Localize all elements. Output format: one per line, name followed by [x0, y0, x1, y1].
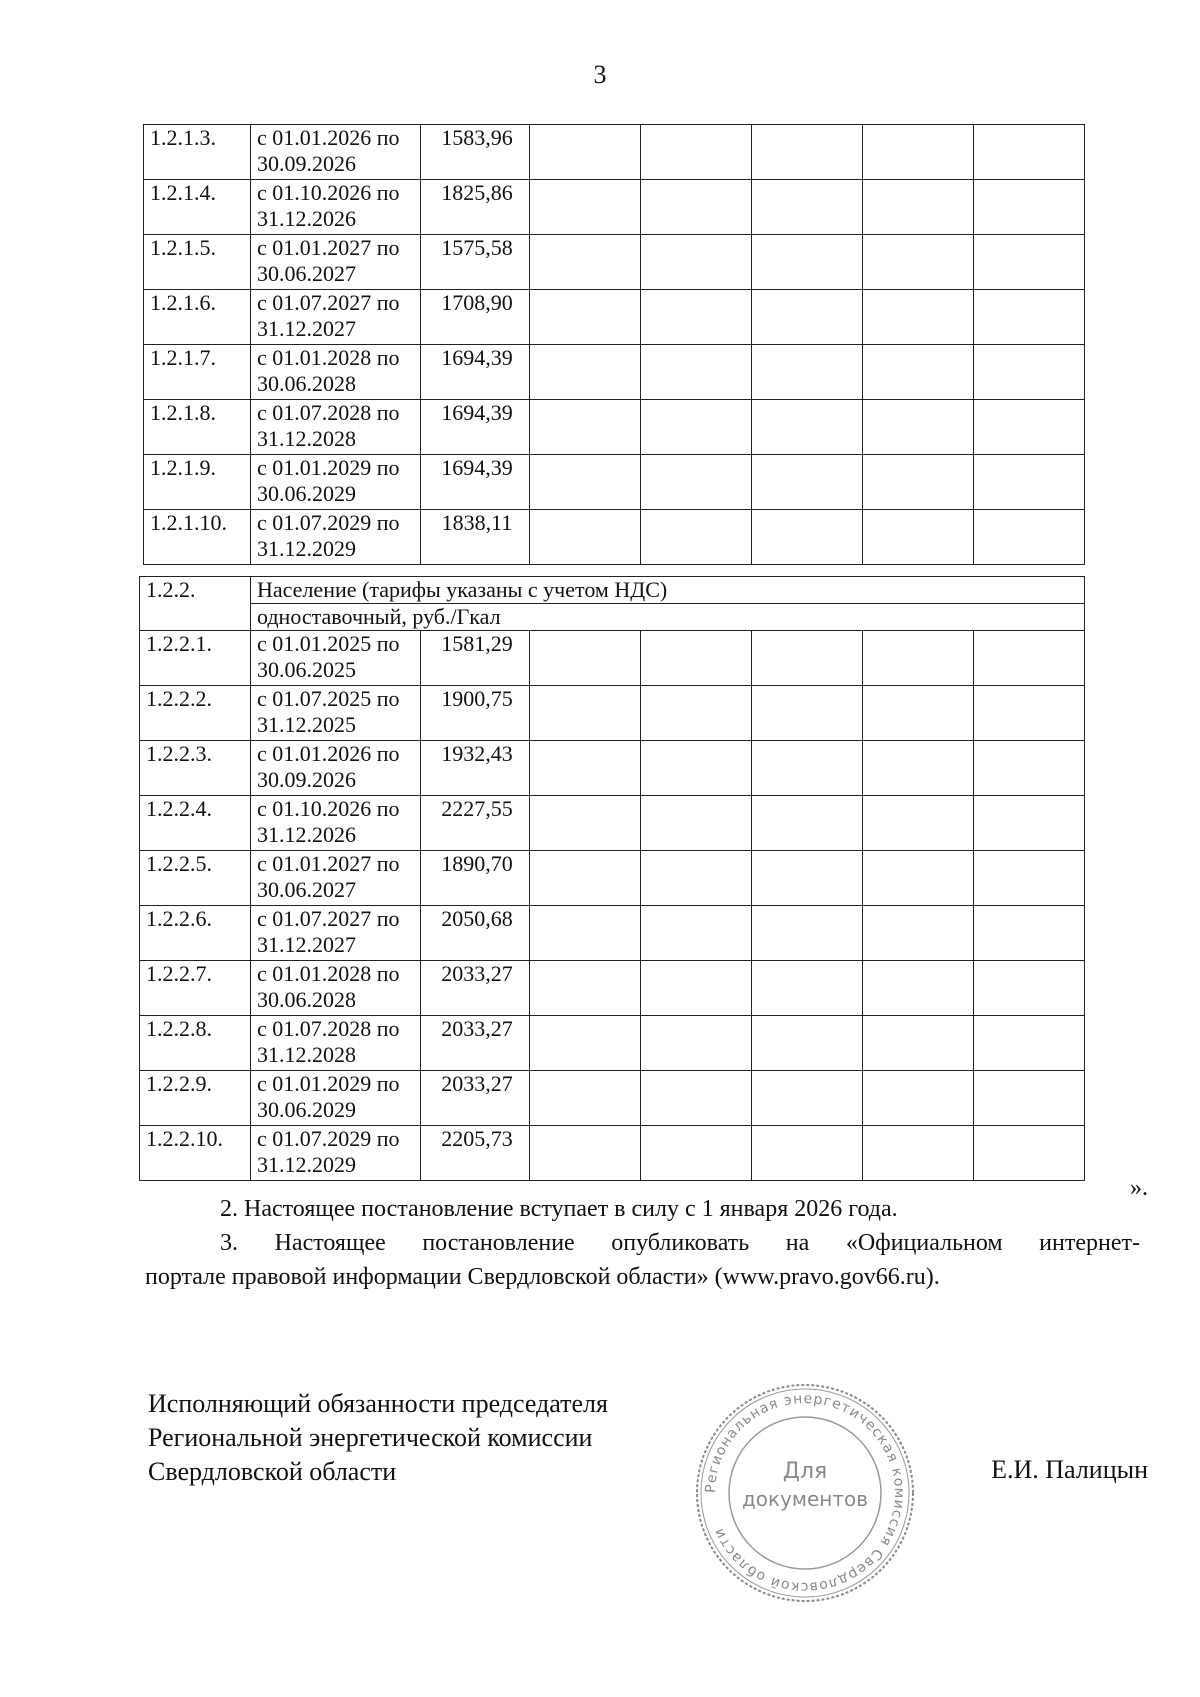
- row-value: 1575,58: [421, 235, 530, 290]
- row-period: [251, 686, 421, 741]
- empty-cell: [974, 851, 1085, 906]
- row-period-start: с 01.01.2025 по: [257, 631, 400, 656]
- table-row: [140, 741, 1085, 796]
- row-period-start: с 01.10.2026 по: [257, 796, 400, 821]
- empty-cell: [530, 796, 641, 851]
- row-value: 1694,39: [421, 455, 530, 510]
- row-period-start: с 01.01.2028 по: [257, 345, 400, 370]
- row-period-end: 30.06.2029: [257, 1097, 356, 1122]
- empty-cell: [530, 125, 641, 180]
- empty-cell: [641, 235, 752, 290]
- row-period: [251, 235, 421, 290]
- empty-cell: [752, 235, 863, 290]
- row-period: [251, 125, 421, 180]
- empty-cell: [974, 1126, 1085, 1181]
- table-row: [140, 851, 1085, 906]
- row-period-start: с 01.10.2026 по: [257, 180, 400, 205]
- empty-cell: [530, 686, 641, 741]
- empty-cell: [530, 510, 641, 565]
- table-row: [144, 510, 1085, 565]
- row-period-start: с 01.07.2028 по: [257, 400, 400, 425]
- empty-cell: [863, 1071, 974, 1126]
- empty-cell: [863, 400, 974, 455]
- row-period-start: с 01.01.2026 по: [257, 741, 400, 766]
- row-number: 1.2.1.4.: [144, 180, 251, 235]
- row-value: 2227,55: [421, 796, 530, 851]
- paragraph-3-line-1: 3. Настоящее постановление опубликовать на «Официальном интернет-: [220, 1230, 1140, 1256]
- row-value: 2050,68: [421, 906, 530, 961]
- empty-cell: [974, 631, 1085, 686]
- empty-cell: [530, 290, 641, 345]
- signer-position-line-3: Свердловской области: [148, 1457, 397, 1486]
- row-period: [251, 510, 421, 565]
- row-period: [251, 961, 421, 1016]
- empty-cell: [863, 1016, 974, 1071]
- section-header-row: [140, 577, 1085, 604]
- empty-cell: [641, 400, 752, 455]
- row-period: [251, 631, 421, 686]
- svg-text:Для: Для: [782, 1459, 828, 1484]
- section-number: 1.2.2.: [140, 577, 251, 631]
- empty-cell: [863, 455, 974, 510]
- empty-cell: [863, 686, 974, 741]
- row-period-start: с 01.07.2025 по: [257, 686, 400, 711]
- empty-cell: [641, 961, 752, 1016]
- empty-cell: [974, 796, 1085, 851]
- empty-cell: [752, 125, 863, 180]
- row-period-start: с 01.01.2027 по: [257, 851, 400, 876]
- row-period: [251, 796, 421, 851]
- empty-cell: [641, 290, 752, 345]
- empty-cell: [530, 1126, 641, 1181]
- signer-name: Е.И. Палицын: [991, 1455, 1148, 1484]
- row-number: 1.2.2.9.: [140, 1071, 251, 1126]
- empty-cell: [974, 455, 1085, 510]
- empty-cell: [863, 290, 974, 345]
- empty-cell: [641, 125, 752, 180]
- stamp-seal-icon: [690, 1378, 920, 1608]
- empty-cell: [863, 796, 974, 851]
- row-period: [251, 1071, 421, 1126]
- empty-cell: [641, 906, 752, 961]
- row-value: 1583,96: [421, 125, 530, 180]
- empty-cell: [530, 1016, 641, 1071]
- empty-cell: [974, 961, 1085, 1016]
- row-value: 1890,70: [421, 851, 530, 906]
- row-value: 1932,43: [421, 741, 530, 796]
- empty-cell: [530, 345, 641, 400]
- table-row: [140, 1071, 1085, 1126]
- official-stamp: [690, 1378, 920, 1608]
- row-period-start: с 01.01.2029 по: [257, 1071, 400, 1096]
- row-number: 1.2.2.8.: [140, 1016, 251, 1071]
- row-period-end: 31.12.2026: [257, 822, 356, 847]
- svg-text:документов: документов: [741, 1487, 869, 1511]
- empty-cell: [863, 631, 974, 686]
- row-number: 1.2.2.3.: [140, 741, 251, 796]
- empty-cell: [641, 455, 752, 510]
- empty-cell: [641, 1016, 752, 1071]
- table-row: [140, 1016, 1085, 1071]
- row-period-end: 31.12.2025: [257, 712, 356, 737]
- row-period-start: с 01.07.2029 по: [257, 1126, 400, 1151]
- row-number: 1.2.1.8.: [144, 400, 251, 455]
- empty-cell: [641, 510, 752, 565]
- row-period-end: 31.12.2028: [257, 1042, 356, 1067]
- table-row: [140, 686, 1085, 741]
- empty-cell: [752, 1071, 863, 1126]
- empty-cell: [530, 180, 641, 235]
- row-period: [251, 1126, 421, 1181]
- empty-cell: [752, 851, 863, 906]
- row-value: 1581,29: [421, 631, 530, 686]
- empty-cell: [641, 741, 752, 796]
- row-period: [251, 455, 421, 510]
- row-number: 1.2.2.4.: [140, 796, 251, 851]
- table-row: [144, 235, 1085, 290]
- row-value: 1825,86: [421, 180, 530, 235]
- signer-position-line-1: Исполняющий обязанности председателя: [148, 1389, 608, 1418]
- empty-cell: [752, 686, 863, 741]
- row-period-end: 30.09.2026: [257, 767, 356, 792]
- svg-text:Региональная энергетическая ко: Региональная энергетическая комиссия Свердловской области: [702, 1390, 908, 1596]
- empty-cell: [752, 1126, 863, 1181]
- empty-cell: [752, 906, 863, 961]
- empty-cell: [863, 510, 974, 565]
- row-period-end: 30.06.2027: [257, 877, 356, 902]
- row-number: 1.2.1.3.: [144, 125, 251, 180]
- empty-cell: [863, 1126, 974, 1181]
- table-row: [144, 400, 1085, 455]
- row-period-start: с 01.01.2029 по: [257, 455, 400, 480]
- row-number: 1.2.2.6.: [140, 906, 251, 961]
- empty-cell: [752, 631, 863, 686]
- row-period-start: с 01.07.2027 по: [257, 290, 400, 315]
- empty-cell: [863, 345, 974, 400]
- empty-cell: [974, 1071, 1085, 1126]
- row-period-start: с 01.07.2029 по: [257, 510, 400, 535]
- signature-block: [148, 1387, 608, 1489]
- row-period: [251, 741, 421, 796]
- row-number: 1.2.1.10.: [144, 510, 251, 565]
- row-period: [251, 1016, 421, 1071]
- row-period-end: 30.06.2028: [257, 371, 356, 396]
- empty-cell: [974, 290, 1085, 345]
- row-period: [251, 400, 421, 455]
- table-row: [144, 180, 1085, 235]
- row-value: 1694,39: [421, 345, 530, 400]
- row-number: 1.2.2.1.: [140, 631, 251, 686]
- table-row: [144, 455, 1085, 510]
- row-value: 1900,75: [421, 686, 530, 741]
- empty-cell: [530, 851, 641, 906]
- row-period: [251, 345, 421, 400]
- table-row: [140, 906, 1085, 961]
- empty-cell: [752, 455, 863, 510]
- empty-cell: [752, 400, 863, 455]
- row-period: [251, 851, 421, 906]
- empty-cell: [974, 510, 1085, 565]
- empty-cell: [641, 796, 752, 851]
- row-period-end: 30.06.2025: [257, 657, 356, 682]
- empty-cell: [641, 1126, 752, 1181]
- table-row: [144, 125, 1085, 180]
- empty-cell: [641, 1071, 752, 1126]
- empty-cell: [752, 345, 863, 400]
- row-number: 1.2.1.5.: [144, 235, 251, 290]
- empty-cell: [530, 455, 641, 510]
- empty-cell: [974, 741, 1085, 796]
- table-row: [140, 631, 1085, 686]
- empty-cell: [530, 961, 641, 1016]
- table-row: [144, 290, 1085, 345]
- empty-cell: [863, 125, 974, 180]
- row-value: 1838,11: [421, 510, 530, 565]
- empty-cell: [752, 180, 863, 235]
- empty-cell: [863, 961, 974, 1016]
- paragraph-2: 2. Настоящее постановление вступает в силу с 1 января 2026 года.: [220, 1196, 898, 1222]
- table-row: [140, 796, 1085, 851]
- empty-cell: [530, 631, 641, 686]
- empty-cell: [752, 510, 863, 565]
- section-subtitle-row: [140, 604, 1085, 631]
- empty-cell: [974, 906, 1085, 961]
- empty-cell: [863, 851, 974, 906]
- row-period-start: с 01.07.2028 по: [257, 1016, 400, 1041]
- row-period-start: с 01.01.2027 по: [257, 235, 400, 260]
- empty-cell: [530, 235, 641, 290]
- row-period-end: 30.06.2028: [257, 987, 356, 1012]
- closing-quote: ».: [1130, 1175, 1148, 1201]
- row-period-end: 31.12.2029: [257, 536, 356, 561]
- empty-cell: [752, 1016, 863, 1071]
- row-value: 2033,27: [421, 1016, 530, 1071]
- empty-cell: [974, 1016, 1085, 1071]
- section-subtitle: одноставочный, руб./Гкал: [251, 604, 1085, 631]
- row-number: 1.2.2.7.: [140, 961, 251, 1016]
- row-period-end: 31.12.2027: [257, 932, 356, 957]
- empty-cell: [641, 686, 752, 741]
- empty-cell: [641, 631, 752, 686]
- tariff-table-population: [139, 576, 1085, 1181]
- empty-cell: [863, 180, 974, 235]
- empty-cell: [752, 961, 863, 1016]
- row-period-end: 31.12.2027: [257, 316, 356, 341]
- row-period-end: 31.12.2026: [257, 206, 356, 231]
- empty-cell: [530, 1071, 641, 1126]
- row-value: 2205,73: [421, 1126, 530, 1181]
- row-value: 2033,27: [421, 1071, 530, 1126]
- empty-cell: [863, 906, 974, 961]
- empty-cell: [974, 686, 1085, 741]
- row-period-start: с 01.07.2027 по: [257, 906, 400, 931]
- empty-cell: [752, 741, 863, 796]
- row-number: 1.2.2.10.: [140, 1126, 251, 1181]
- row-value: 2033,27: [421, 961, 530, 1016]
- paragraph-3: [145, 1226, 1140, 1294]
- empty-cell: [974, 235, 1085, 290]
- row-period: [251, 290, 421, 345]
- table-row: [140, 1126, 1085, 1181]
- empty-cell: [863, 741, 974, 796]
- row-period: [251, 906, 421, 961]
- row-period-end: 31.12.2028: [257, 426, 356, 451]
- empty-cell: [530, 906, 641, 961]
- tariff-table-continued: [143, 124, 1085, 565]
- empty-cell: [530, 741, 641, 796]
- table-row: [144, 345, 1085, 400]
- row-value: 1708,90: [421, 290, 530, 345]
- empty-cell: [974, 400, 1085, 455]
- empty-cell: [863, 235, 974, 290]
- paragraph-3-line-2: портале правовой информации Свердловской области» (www.pravo.gov66.ru).: [145, 1264, 940, 1290]
- signer-position-line-2: Региональной энергетической комиссии: [148, 1423, 593, 1452]
- row-number: 1.2.2.5.: [140, 851, 251, 906]
- empty-cell: [974, 345, 1085, 400]
- row-period-end: 31.12.2029: [257, 1152, 356, 1177]
- table-row: [140, 961, 1085, 1016]
- empty-cell: [752, 796, 863, 851]
- row-period-end: 30.06.2029: [257, 481, 356, 506]
- row-number: 1.2.1.9.: [144, 455, 251, 510]
- row-period-end: 30.06.2027: [257, 261, 356, 286]
- page-number: 3: [593, 60, 607, 89]
- row-number: 1.2.1.6.: [144, 290, 251, 345]
- row-number: 1.2.2.2.: [140, 686, 251, 741]
- empty-cell: [974, 125, 1085, 180]
- empty-cell: [974, 180, 1085, 235]
- empty-cell: [530, 400, 641, 455]
- row-period: [251, 180, 421, 235]
- empty-cell: [752, 290, 863, 345]
- row-period-end: 30.09.2026: [257, 151, 356, 176]
- row-period-start: с 01.01.2028 по: [257, 961, 400, 986]
- empty-cell: [641, 345, 752, 400]
- row-value: 1694,39: [421, 400, 530, 455]
- row-number: 1.2.1.7.: [144, 345, 251, 400]
- row-period-start: с 01.01.2026 по: [257, 125, 400, 150]
- empty-cell: [641, 180, 752, 235]
- empty-cell: [641, 851, 752, 906]
- section-title: Население (тарифы указаны с учетом НДС): [251, 577, 1085, 604]
